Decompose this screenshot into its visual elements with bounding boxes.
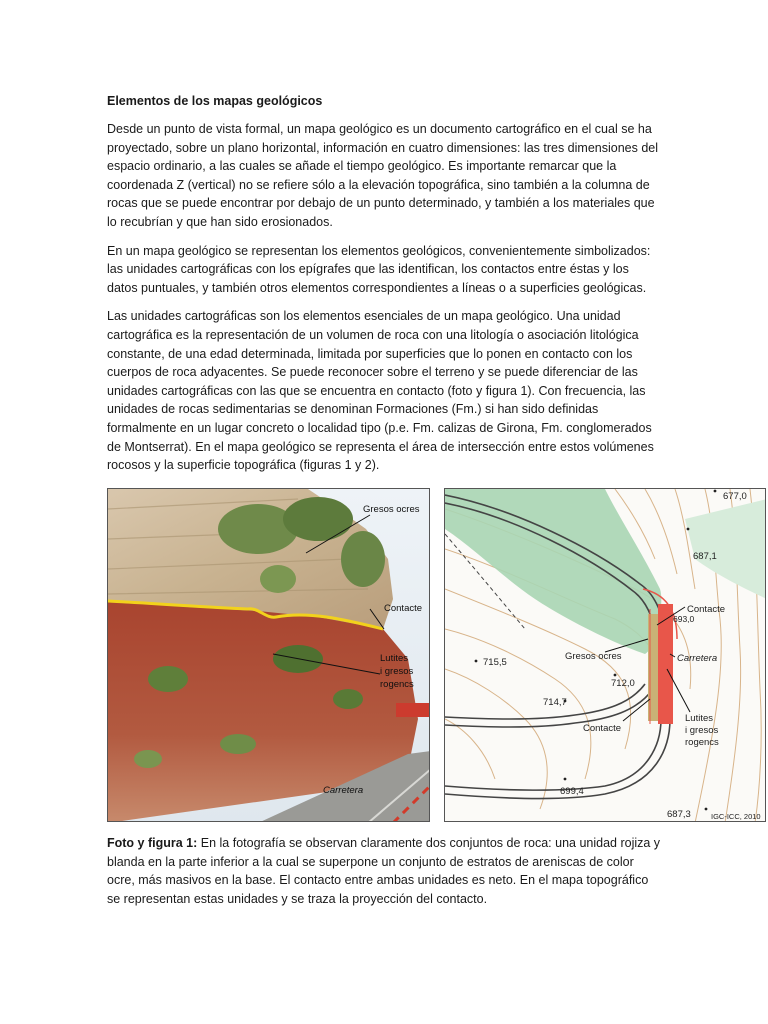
photo-label-contacte: Contacte xyxy=(384,603,423,614)
paragraph-2: En un mapa geológico se representan los elementos geológicos, convenientemente simbolizados: las unidades cartográficas con los epígrafes que las identifican, los contactos entre éstas y los datos puntuales, y también otros elementos correspondientes a líneas o a superficies geológicas. xyxy=(107,243,651,295)
paragraph-3: Las unidades cartográficas son los elementos esenciales de un mapa geológico. Una unidad cartográfica es la representación de un volumen de roca con una litología o asociación litológica constante, de una edad determinada, limitada por superficies que lo ponen en contacto con los cuerpos de roca adyacentes. Se puede reconocer sobre el terreno y se puede diferenciar de las unidades cartográficas con las que se encuentra en contacto (foto y figura 1). Con frecuencia, las unidades de rocas sedimentarias se denominan Formaciones (Fm.) si han sido definidas formalmente en un lugar concreto o localidad tipo (p.e. Fm. calizas de Girona, Fm. conglomerados de Montserrat). En el mapa geológico se representa el área de intersección entre estos volúmenes rocosos y la superficie topográfica (figuras 1 y 2). xyxy=(107,309,654,473)
outcrop-photo xyxy=(107,488,430,822)
caption-text: En la fotografía se observan claramente dos conjuntos de roca: una unidad rojiza y blanda en la parte inferior a la cual se superpone un conjunto de estratos de areniscas de color ocre, más masivos en la base. El contacto entre ambas unidades es neto. En el mapa topográfico se representan estas unidades y se traza la proyección del contacto. xyxy=(107,836,661,906)
document-body xyxy=(107,92,662,485)
photo-label-lutites-1: Lutites xyxy=(380,653,408,664)
photo-label-lutites-2: i gresos xyxy=(380,666,414,677)
caption-lead: Foto y figura 1: xyxy=(107,836,198,850)
map-label-lutites-3: rogencs xyxy=(685,737,719,748)
topographic-map-drawing xyxy=(445,489,766,822)
photo-label-lutites-3: rogencs xyxy=(380,679,414,690)
map-elev-687-3: 687,3 xyxy=(667,809,691,820)
map-elev-714: 714,7 xyxy=(543,697,567,708)
map-elev-712: 712,0 xyxy=(611,678,635,689)
map-elev-715: 715,5 xyxy=(483,657,507,668)
map-credit: IGC-ICC, 2010 xyxy=(711,812,761,821)
map-label-lutites-1: Lutites xyxy=(685,713,713,724)
map-elev-687-1: 687,1 xyxy=(693,551,717,562)
map-label-contacte-bottom: Contacte xyxy=(583,723,622,734)
map-label-lutites-2: i gresos xyxy=(685,725,719,736)
topographic-map xyxy=(444,488,766,822)
paragraph-1: Desde un punto de vista formal, un mapa geológico es un documento cartográfico en el cual se ha proyectado, sobre un plano horizontal, información en cuatro dimensiones: las tres dimensiones del espacio ordinario, a las cuales se añade el tiempo geológico. Es importante remarcar que la coordenada Z (vertical) no se refiere sólo a la elevación topográfica, sino también a la columna de rocas que se puede encontrar por debajo de un punto determinado, y también a los materiales que lo recubrían y que han sido erosionados. xyxy=(107,122,659,229)
outcrop-photo-drawing xyxy=(108,489,430,822)
photo-label-gresos: Gresos ocres xyxy=(363,504,420,515)
map-elev-693: 693,0 xyxy=(673,614,695,624)
map-label-gresos: Gresos ocres xyxy=(565,651,622,662)
document-title: Elementos de los mapas geológicos xyxy=(107,94,323,108)
photo-label-carretera: Carretera xyxy=(323,785,364,796)
figure-caption xyxy=(107,834,662,908)
map-label-contacte-top: Contacte xyxy=(687,604,726,615)
map-label-carretera: Carretera xyxy=(677,653,718,664)
map-elev-677: 677,0 xyxy=(723,491,747,502)
map-elev-699: 699,4 xyxy=(560,786,584,797)
figure-1 xyxy=(107,488,766,822)
